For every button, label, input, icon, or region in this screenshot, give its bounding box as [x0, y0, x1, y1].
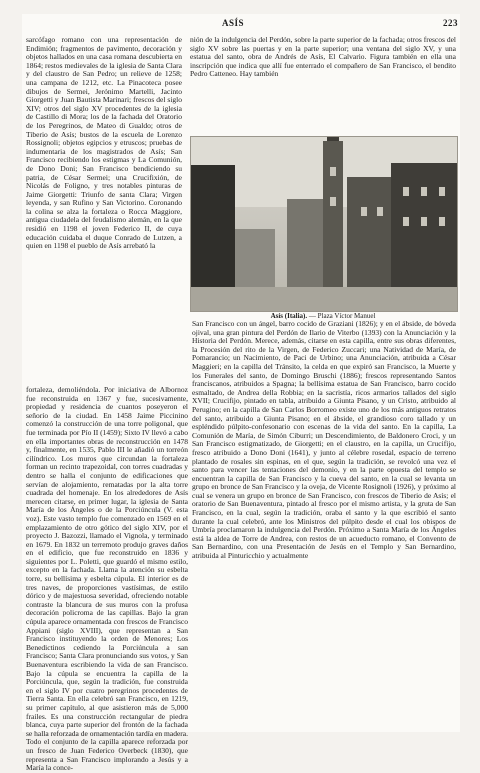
- caption-title: Plaza Víctor Manuel: [317, 312, 376, 320]
- caption-place: Asís (Italia).: [270, 312, 308, 320]
- text-column-left-bottom: [26, 385, 188, 773]
- text-column-right-bottom: [192, 320, 456, 732]
- paragraph: sarcófago romano con una representación de Endimión; fragmentos de pavimento, decoración y objetos hallados en una casa romana descubierta en 1864; restos medievales de la iglesia de Santa Clara y del claustro de San Pedro; un relieve de 1258; una campana de 1212, etc. La Pinacoteca posee dibujos de Sermei, Jerónimo Martelli, Jacinto Giorgetti y Juan Bautista Marinari; frescos del siglo XIV; otros del siglo XV procedentes de la iglesia de Castillo di Mora; los de la fachada del Oratorio de los Peregrinos, de Mateo di Gualdo; otros de Tiberio de Asís; bustos de la escuela de Lorenzo Rossignoli; objetos egipcios y etruscos; pruebas de indumentaria de los magistrados de Asís; San Francisco recibiendo los estigmas y La Comunión, de Dono Doni; San Francisco bendiciendo su patria, de César Sermei; una Crucifixión, de Nicolás de Foligno, y tres notables pinturas de Jaime Giorgetti: Triunfo de santa Clara; Virgen leyenda, y san Rufino y San Victorino. Coronando la colina se alza la fortaleza o Rocca Maggiore, antigua ciudadela del feudalismo alemán, en la que residió en 1198 el joven Federico II, de cuya educación cuidaba el duque Conrado de Lutzen, a quien en 1198 el pueblo de Asís arrebató la: [26, 35, 182, 251]
- paragraph: nión de la indulgencia del Perdón, sobre la parte superior de la fachada; otros frescos del siglo XV sobre las puertas y en la parte superior; una ventana del siglo XV, y una estatua del santo, obra de Andrés de Asís, El Calvario. Figura también en ella una inscripción que indica que allí fue enterrado el compañero de San Francisco, el bendito Pedro Catteneo. Hay también: [190, 35, 456, 79]
- text-column-left-top: [26, 36, 182, 320]
- document-page: [22, 14, 460, 773]
- paragraph: fortaleza, demoliéndola. Por iniciativa de Albornoz fue reconstruida en 1367 y fue, sucesivamente, propiedad y residencia de cuantos poseyeron el señorío de la ciudad. En 1458 Jaime Piccinino comenzó la construcción de una torre poligonal, que fue terminada por Pío II (1459); Sixto IV llevó a cabo en ella importantes obras de reconstrucción en 1478 y, finalmente, en 1535, Pablo III le añadió un torreón cilíndrico. Los muros que circundan la fortaleza forman un recinto trapezoidal, con torres cuadradas y dentro se halla el conjunto de edificaciones que servían de alojamiento, rematadas por la alta torre cuadrada del homenaje. En los alrededores de Asís merecen citarse, en primer lugar, la iglesia de Santa María de los Ángeles o de la Porciúncula (V. esta voz). Este vasto templo fue comenzado en 1569 en el emplazamiento de otro gótico del siglo XIV, por el proyecto J. Bazozzi, llamado el Vignola, y terminado en 1679. En 1832 un terremoto produjo graves daños en el edificio, que fue reconstruido en 1836 y siguientes por L. Poletti, que guardó el mismo estilo, excepto en la fachada. Llama la atención su esbelta torre, su bellísima y esbelta cúpula. El interior es de tres naves, de proporciones vastísimas, de estilo dórico y de majestuosa severidad, ofreciendo notable contraste la blancura de sus muros con la profusa decoración policroma de las capillas. Bajo la gran cúpula aparece ornamentada con frescos de Francisco Appiani (siglo XVIII), que representan a San Francisco instituyendo la orden de Menores; Los Benedictinos cediendo la Porciúncula a san Francisco; Santa Clara pronunciando sus votos, y San Buenaventura escribiendo la vida de san Francisco. Bajo la cúpula se encuentra la capilla de la Porciúncula, que, según la tradición, fue construida en el siglo IV por cuatro peregrinos procedentes de Tierra Santa. En ella celebró san Francisco, en 1219, su primer capítulo, al que asistieron más de 5,000 frailes. Es una construcción rectangular de piedra blanca, cuya parte superior del frontón de la fachada se halla reforzada de ornamentación tardía en madera. Todo el conjunto de la capilla aparece reforzada por un fresco de Juan Federico Overbeck (1830), que representa a San Francisco implorando a Jesús y a María la conce-: [26, 385, 188, 773]
- photo-illustration: [190, 136, 458, 312]
- running-head: [22, 18, 460, 30]
- caption-separator: —: [308, 312, 318, 320]
- paragraph: San Francisco con un ángel, barro cocido de Graziani (1826); y en el ábside, de bóveda ojival, una gran pintura del Perdón de Ilario de Viterbo (1393) con la Anunciación y la Historia del Perdón. Merece, además, citarse en esta capilla, entre sus obras diferentes, la Procesión del rito de la Virgen, de Federico Zuccari; una Natividad de María, de Pomarancio; un Nacimiento, de Paci de Urbino; una Anunciación, atribuida a César Maggieri; en la capilla del Tránsito, la celda en que expiró san Francisco, la Muerte y los Funerales del santo, de Domingo Bruschi (1886); frescos representando Santos franciscanos, atribuidos a Spagna; la bellísima estatua de San Francisco, barro cocido esmaltado, de Andrea della Robbia; en la sacristía, ricos armarios tallados del siglo XVII; Crucifijo, pintado en tabla, atribuido a Giunta Pisano, y un Cristo, atribuido al Perugino; en la capilla de San Carlos Borromeo existe uno de los más antiguos retratos del santo, atribuido a Giunta Pisano; en el ábside, el grandioso coro tallado y un espléndido púlpito-confesonario con escenas de la vida del santo. En la capilla, La Comunión de María, de Simón Ciburri; un Descendimiento, de Baldonero Croci, y un San Francisco estigmatizado, de Giorgetti; en el claustro, en la capilla, un Crucifijo, fresco atribuido a Dono Doni (1641), y junto al célebre rosedal, espacio de terreno plantado de rosales sin espinas, en el que, según la tradición, se revolcó una vez el santo para vencer las tentaciones del demonio, y en la parte opuesta del templo se encuentran la capilla de San Francisco y la cueva del santo, en la cual se levanta un grupo en bronce de San Francisco y la oveja, de Vicente Rosignoli (1926), y próximo al cual se venera un grupo en bronce de San Francisco, con frescos de Tiberio de Asís; el oratorio de San Buenaventura, pintado al fresco por el mismo artista, y la gruta de San Francisco, en la cual, según la tradición, oraba el santo y la que escribió el santo durante la cual celebró, ante los Ministros del púlpito desde el cual los obispos de Umbría proclamaron la indulgencia del Perdón. Próximo a Santa María de los Ángeles está la aldea de Torre de Andrea, con restos de un acueducto romano, el Convento de San Bernardino, con una Presentación de Jesús en el Templo y San Bernardino, atribuida al Pinturicchio y actualmente: [192, 319, 456, 561]
- running-title: ASÍS: [222, 18, 245, 28]
- page-number: 223: [443, 18, 458, 28]
- text-column-right-top: [190, 36, 456, 132]
